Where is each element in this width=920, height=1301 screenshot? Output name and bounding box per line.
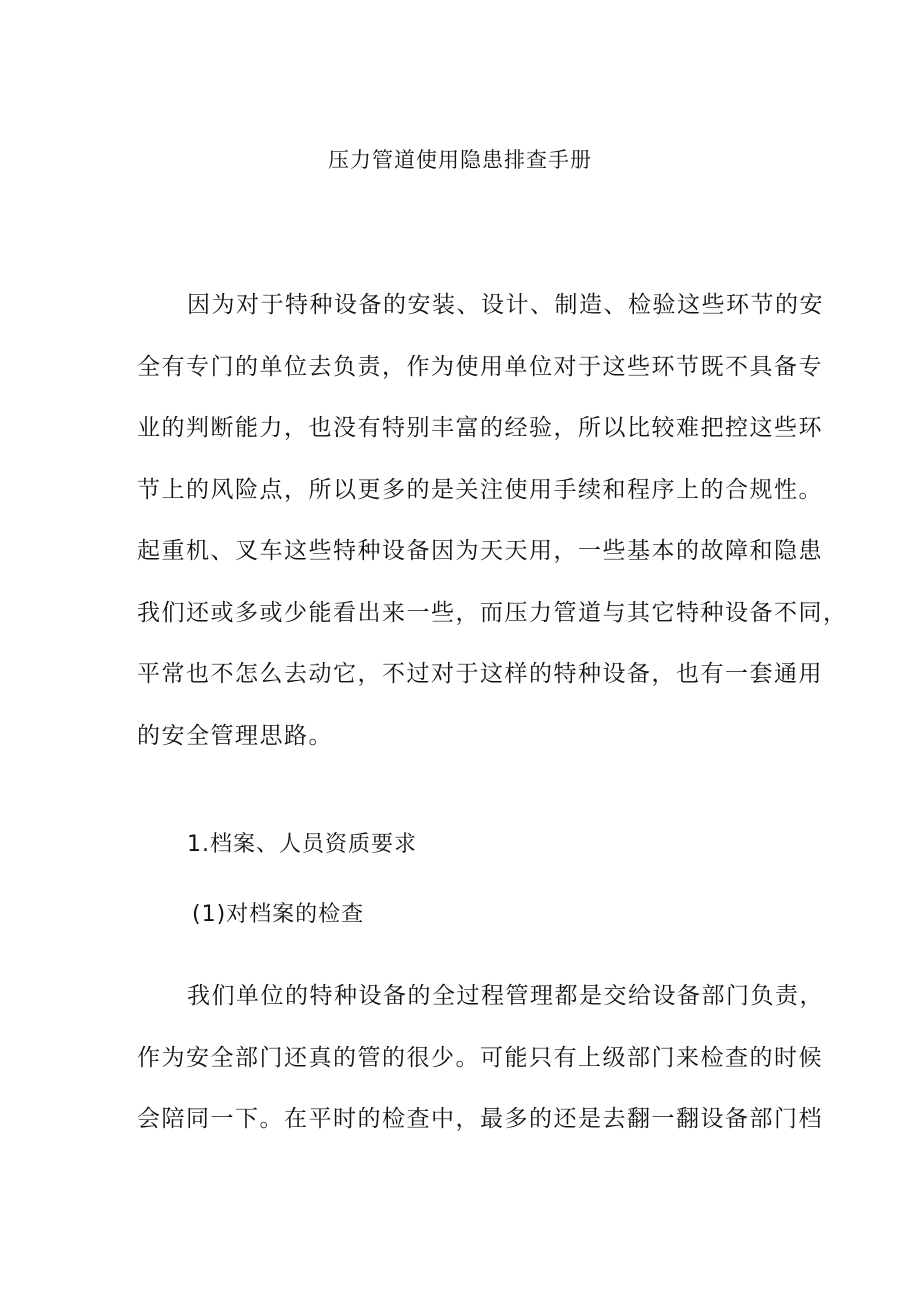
section-heading: 1.档案、人员资质要求 xyxy=(187,832,417,857)
paragraph-line: 我们还或多或少能看出来一些，而压力管道与其它特种设备不同， xyxy=(137,599,848,626)
paragraph-line: 的安全管理思路。 xyxy=(137,722,333,749)
paragraph-line: 业的判断能力，也没有特别丰富的经验，所以比较难把控这些环 xyxy=(137,415,823,441)
paragraph-line: 我们单位的特种设备的全过程管理都是交给设备部门负责， xyxy=(187,983,824,1009)
paragraph-line: 起重机、叉车这些特种设备因为天天用，一些基本的故障和隐患 xyxy=(137,538,823,564)
paragraph-line: 节上的风险点，所以更多的是关注使用手续和程序上的合规性。 xyxy=(137,476,823,503)
document-title: 压力管道使用隐患排查手册 xyxy=(328,148,592,172)
paragraph-archive-check xyxy=(137,966,824,1151)
paragraph-line: 因为对于特种设备的安装、设计、制造、检验这些环节的安 xyxy=(187,292,824,318)
paragraph-intro xyxy=(137,275,848,767)
paragraph-line: 平常也不怎么去动它，不过对于这样的特种设备，也有一套通用 xyxy=(137,661,823,687)
paragraph-line: 会陪同一下。在平时的检查中，最多的还是去翻一翻设备部门档 xyxy=(137,1106,823,1132)
subsection-heading: (1)对档案的检查 xyxy=(192,902,365,927)
paragraph-line: 作为安全部门还真的管的很少。可能只有上级部门来检查的时候 xyxy=(137,1044,823,1071)
paragraph-line: 全有专门的单位去负责，作为使用单位对于这些环节既不具备专 xyxy=(137,353,823,380)
